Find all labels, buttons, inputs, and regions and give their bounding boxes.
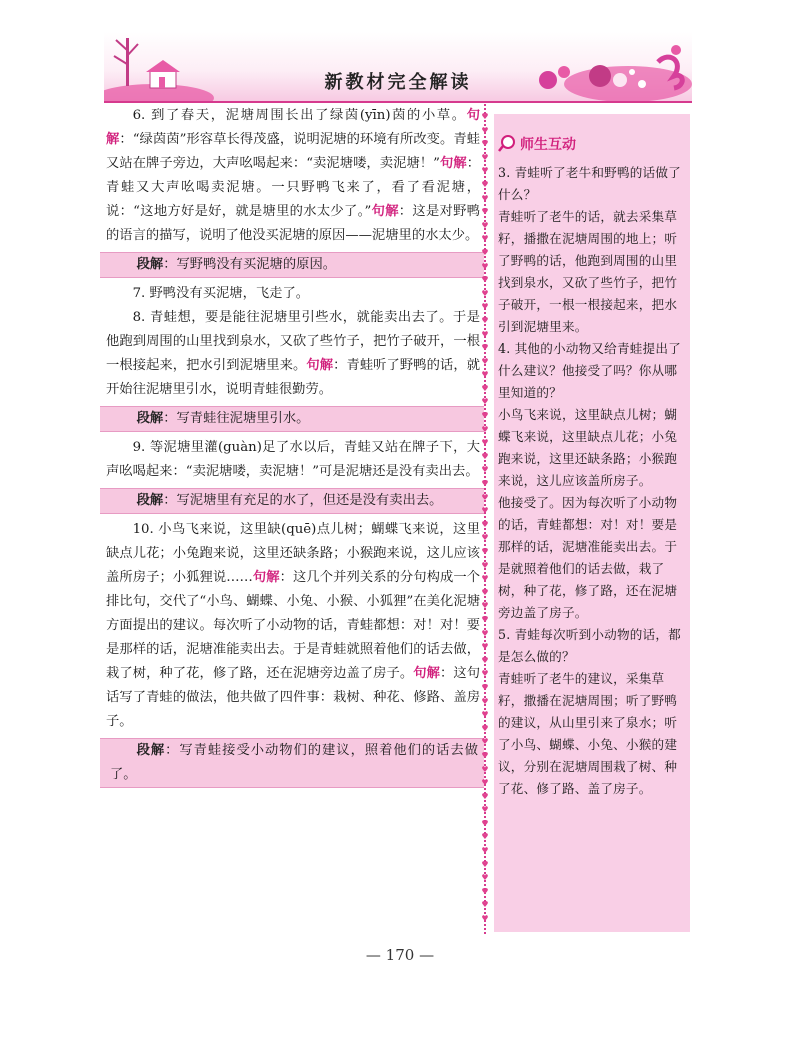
sentence-note-label: 句解 xyxy=(106,108,480,147)
main-column xyxy=(106,104,480,792)
paragraph-note-band: 段解：写泥塘里有充足的水了，但还是没有卖出去。 xyxy=(100,488,484,514)
answer-5: 青蛙听了老牛的建议，采集草籽，撒播在泥塘周围；听了野鸭的建议，从山里引来了泉水；听了小鸟、蝴蝶、小兔、小猴的建议，分别在泥塘周围栽了树、种了花、修了路、盖了房子。 xyxy=(498,671,678,796)
side-box-title: 师生互动 xyxy=(520,137,576,153)
magnifier-icon xyxy=(498,134,516,152)
question-5: 5. 青蛙每次听到小动物的话，都是怎么做的？ xyxy=(498,627,681,664)
header-title: 新教材完全解读 xyxy=(324,72,472,93)
sentence-note-label: 句解 xyxy=(439,156,467,171)
answer-4b: 他接受了。因为每次听了小动物的话，青蛙都想：对！对！要是那样的话，泥塘准能卖出去。于是就照着他们的话去做，栽了树，种了花，修了路，还在泥塘旁边盖了房子。 xyxy=(498,495,678,620)
answer-3: 青蛙听了老牛的话，就去采集草籽，播撒在泥塘周围的地上；听了野鸭的话，他跑到周围的山里找到泉水，又砍了些竹子，把竹子破开，一根一根接起来，把水引到泥塘里来。 xyxy=(498,209,678,334)
answer-4a: 小鸟飞来说，这里缺点儿树；蝴蝶飞来说，这里缺点儿花；小兔跑来说，这里还缺条路；小猴跑来说，这儿应该盖所房子。 xyxy=(498,407,678,488)
sentence-note-label: 句解 xyxy=(252,570,280,585)
heart-chain-decoration-icon: ♥ ♥ ♥ ♥ ♥ ♥ ♥ ♥ ♥ ♥ ♥ ♥ ♥ ♥ ♥ ♥ ♥ ♥ ♥ ♥ ♥ ♥ ♥ ♥ ♥ ♥ ♥ ♥ ♥ ♥ ♥ ♥ ♥ ♥ ♥ ♥ ♥ ♥ ♥ ♥ ♥ ♥ ♥ ♥ ♥ ♥ ♥ ♥ ♥ ♥ ♥ ♥ ♥ ♥ ♥ ♥ ♥ ♥ ♥ ♥ xyxy=(481,112,489,924)
header-divider xyxy=(104,101,692,103)
question-3: 3. 青蛙听了老牛和野鸭的话做了什么？ xyxy=(498,165,681,202)
question-4: 4. 其他的小动物又给青蛙提出了什么建议？他接受了吗？你从哪里知道的？ xyxy=(498,341,681,400)
sentence-note-label: 句解 xyxy=(371,204,399,219)
paragraph-6: 6. 到了春天，泥塘周围长出了绿茵(yīn)茵的小草。句解：“绿茵茵”形容草长得茂盛，说明泥塘的环境有所改变。青蛙又站在牌子旁边，大声吆喝起来：“卖泥塘喽，卖泥塘！”句解：青蛙又大声吆喝卖泥塘。一只野鸭飞来了，看了看泥塘，说：“这地方好是好，就是塘里的水太少了。”句解：这是对野鸭的语言的描写，说明了他没买泥塘的原因——泥塘里的水太少。 xyxy=(106,108,481,243)
side-box-body xyxy=(498,162,688,800)
paragraph-8: 8. 青蛙想，要是能往泥塘里引些水，就能卖出去了。于是他跑到周围的山里找到泉水，又砍了些竹子，把竹子破开，一根一根接起来，把水引到泥塘里来。句解：青蛙听了野鸭的话，就开始往泥塘里引水，说明青蛙很勤劳。 xyxy=(106,310,480,397)
teacher-student-interaction-box xyxy=(494,114,690,932)
page-number: — 170 — xyxy=(365,946,435,964)
sentence-note-label: 句解 xyxy=(413,666,440,681)
paragraph-10: 10. 小鸟飞来说，这里缺(quē)点儿树；蝴蝶飞来说，这里缺点儿花；小兔跑来说，这里还缺条路；小猴跑来说，这儿应该盖所房子；小狐狸说……句解：这几个并列关系的分句构成一个排比句，交代了“小鸟、蝴蝶、小兔、小猴、小狐狸”在美化泥塘方面提出的建议。每次听了小动物的话，青蛙都想：对！对！要是那样的话，泥塘准能卖出去。于是青蛙就照着他们的话去做，栽了树，种了花，修了路，还在泥塘旁边盖了房子。句解：这句话写了青蛙的做法，他共做了四件事：栽树、种花、修路、盖房子。 xyxy=(106,522,481,729)
sentence-note-label: 句解 xyxy=(306,358,334,373)
paragraph-7: 7. 野鸭没有买泥塘，飞走了。 xyxy=(132,286,310,301)
paragraph-9: 9. 等泥塘里灌(guàn)足了水以后，青蛙又站在牌子下，大声吆喝起来：“卖泥塘喽，卖泥塘！”可是泥塘还是没有卖出去。 xyxy=(106,440,480,479)
paragraph-note-band: 段解：写青蛙往泥塘里引水。 xyxy=(100,406,484,432)
paragraph-note-band: 段解：写野鸭没有买泥塘的原因。 xyxy=(100,252,484,278)
page-header xyxy=(104,32,692,102)
paragraph-note-band: 段解：写青蛙接受小动物们的建议，照着他们的话去做了。 xyxy=(100,738,484,788)
